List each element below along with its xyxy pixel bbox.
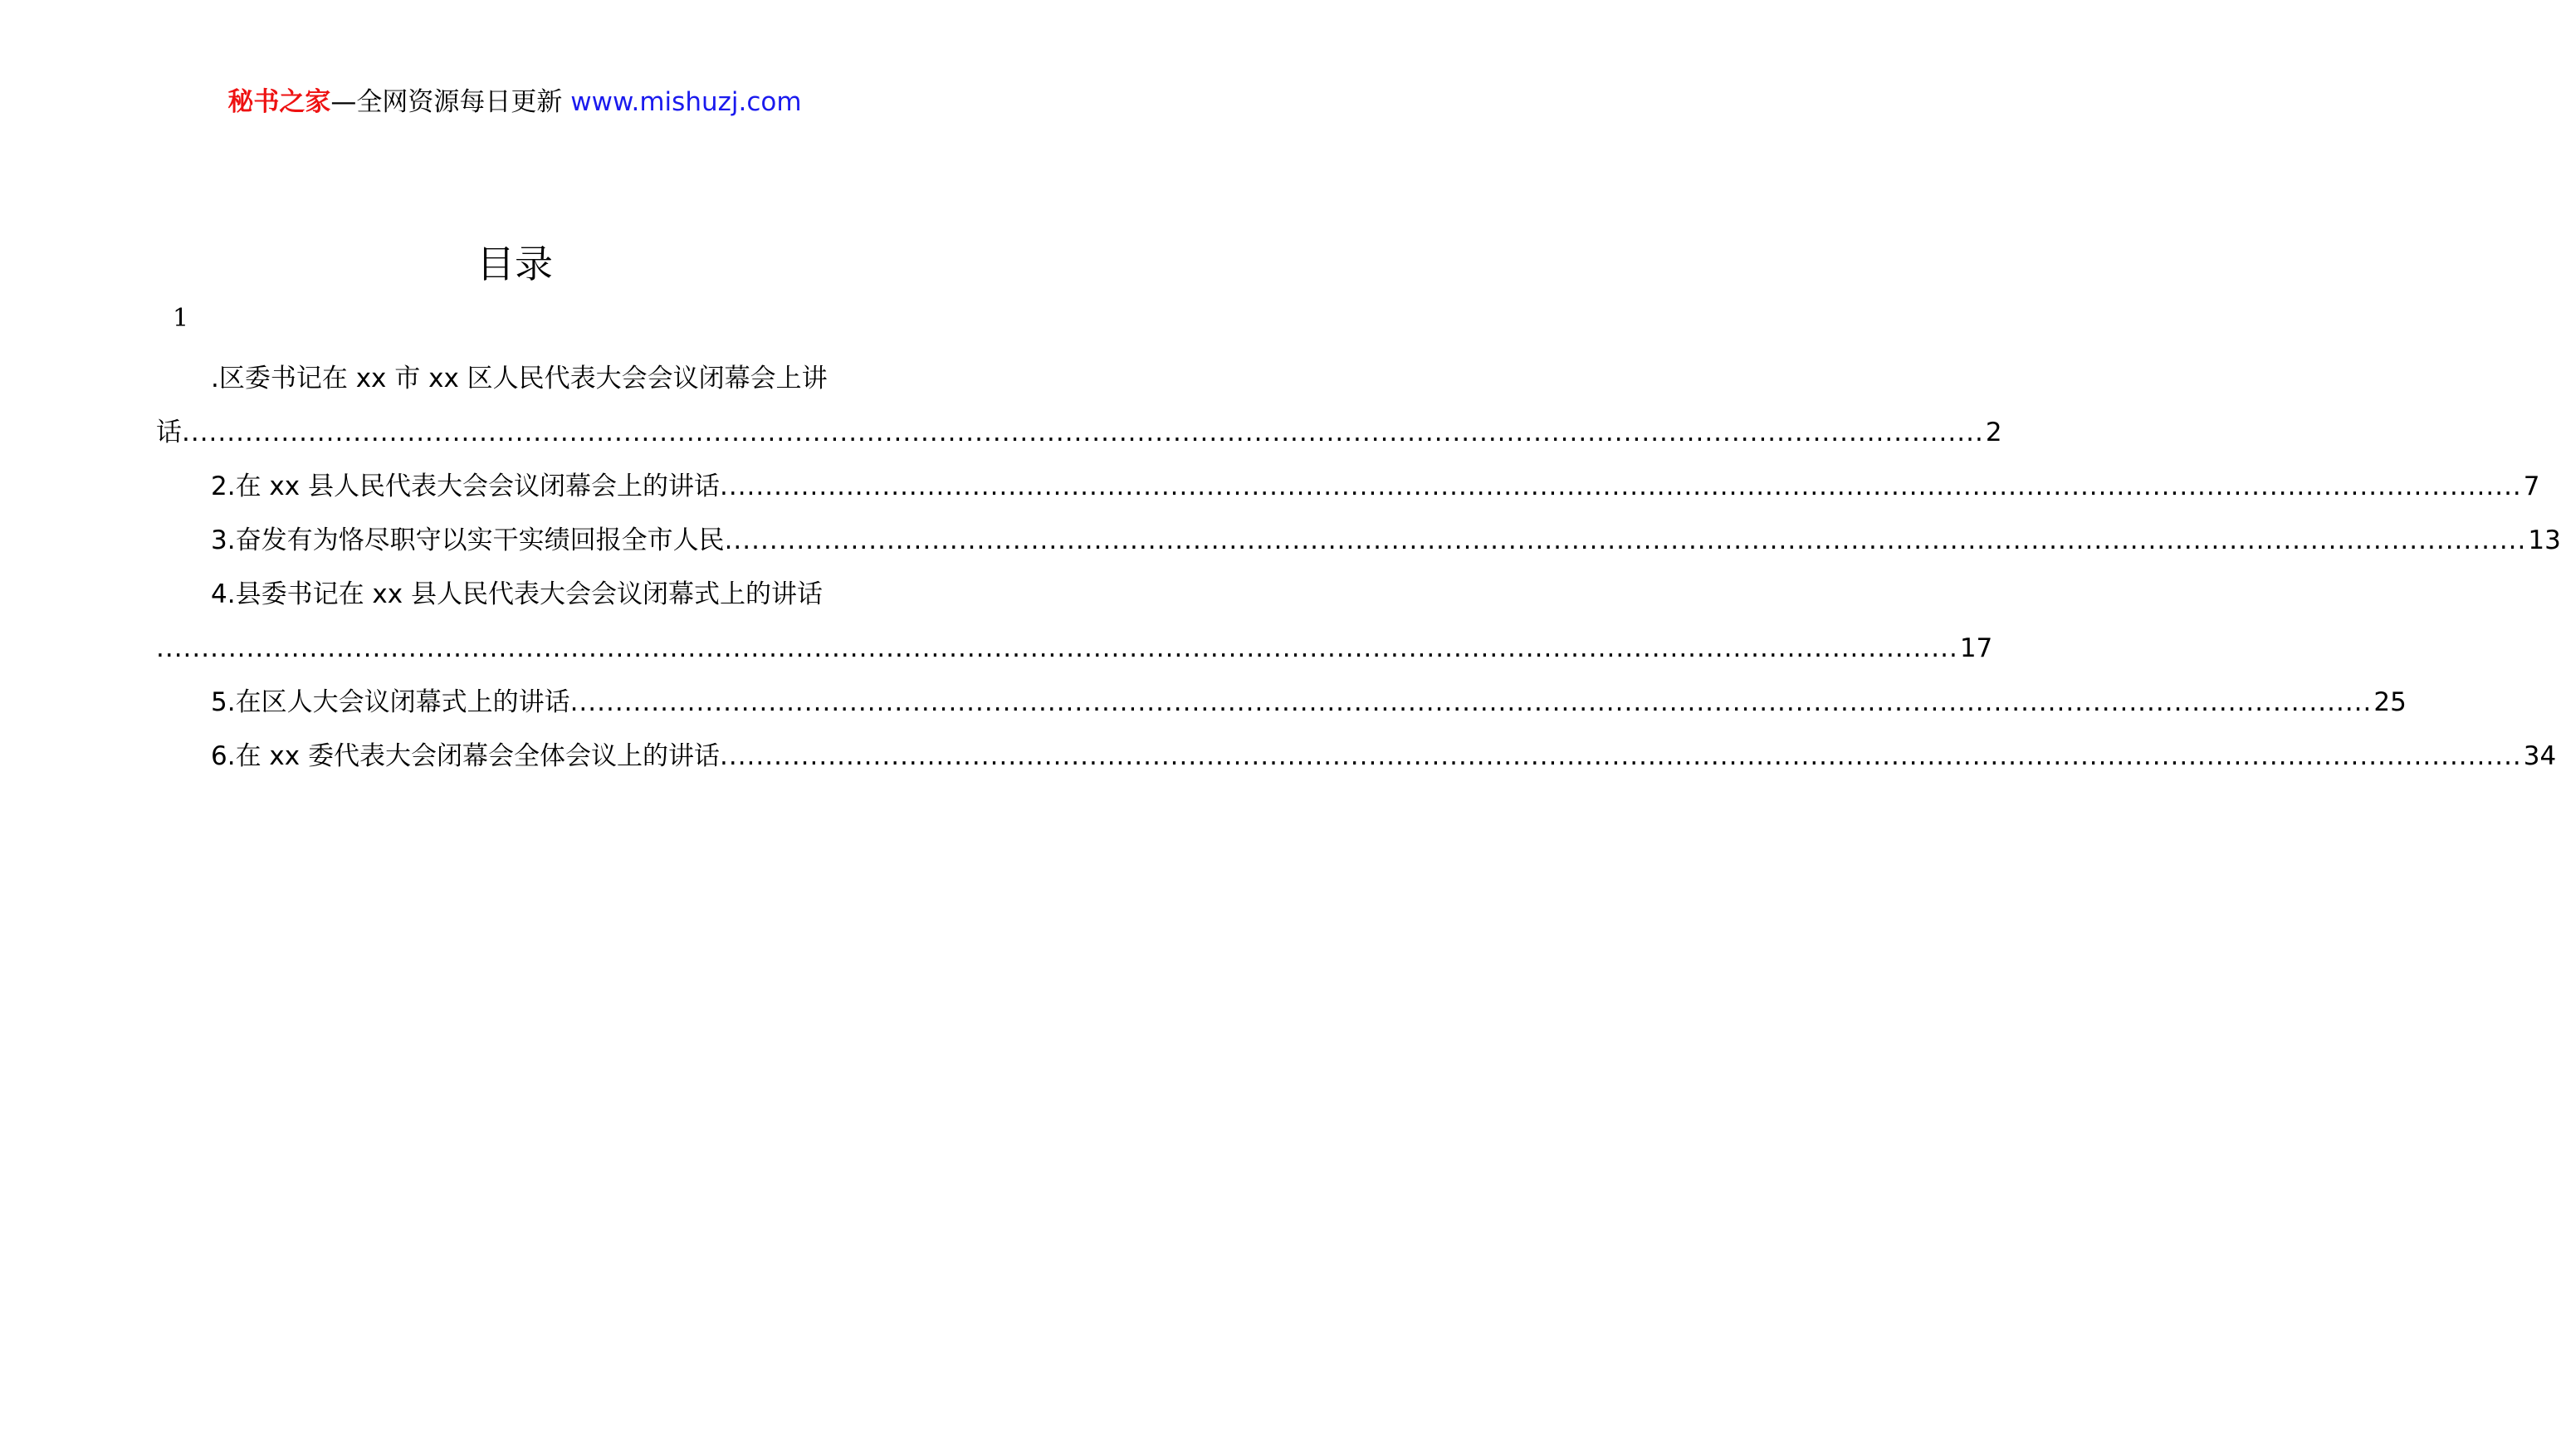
table-of-contents [156,352,2561,784]
dot-leader: ........................................................................................................................................................................................................ [719,741,2522,771]
dot-leader: ........................................................................................................................................................................................................ [569,687,2373,717]
toc-entry-4-line-1[interactable] [156,568,877,622]
toc-entry-title: 3.奋发有为恪尽职守以实干实绩回报全市人民 [211,525,725,555]
brand-name: 秘书之家 [227,87,331,117]
toc-entry-6[interactable] [156,730,2557,784]
dot-leader: ........................................................................................................................................................................................................ [156,633,1958,663]
dot-leader: ........................................................................................................................................................................................................ [182,418,1984,447]
toc-entry-1-line-1[interactable] [156,352,877,406]
toc-page-number: 7 [2523,471,2540,501]
toc-entry-title: 5.在区人大会议闭幕式上的讲话 [211,687,570,717]
toc-entry-1-line-2[interactable] [156,406,2002,460]
site-header [0,83,1029,121]
toc-entry-title: 话 [156,418,182,447]
toc-entry-title: .区委书记在 xx 市 xx 区人民代表大会会议闭幕会上讲 [211,364,828,393]
toc-entry-2[interactable] [156,460,2540,514]
toc-page-number: 2 [1985,418,2002,447]
site-url-link[interactable]: www.mishuzj.com [570,87,802,117]
toc-page-number: 25 [2373,687,2407,717]
dot-leader: ........................................................................................................................................................................................................ [719,471,2522,501]
toc-page-number: 17 [1959,633,1993,663]
page-title: 目录 [477,242,553,286]
toc-entry-title: 2.在 xx 县人民代表大会会议闭幕会上的讲话 [211,471,720,501]
toc-entry-title: 4.县委书记在 xx 县人民代表大会会议闭幕式上的讲话 [211,579,823,609]
toc-entry-3[interactable] [156,514,2561,568]
toc-page-number: 13 [2528,525,2561,555]
toc-entry-4-line-2[interactable] [156,622,1993,676]
entry-number-marker: 1 [173,304,189,333]
toc-page-number: 34 [2523,741,2557,771]
dot-leader: ........................................................................................................................................................................................................ [724,525,2527,555]
header-slogan: —全网资源每日更新 [330,87,563,117]
toc-entry-5[interactable] [156,676,2407,730]
toc-entry-title: 6.在 xx 委代表大会闭幕会全体会议上的讲话 [211,741,720,771]
